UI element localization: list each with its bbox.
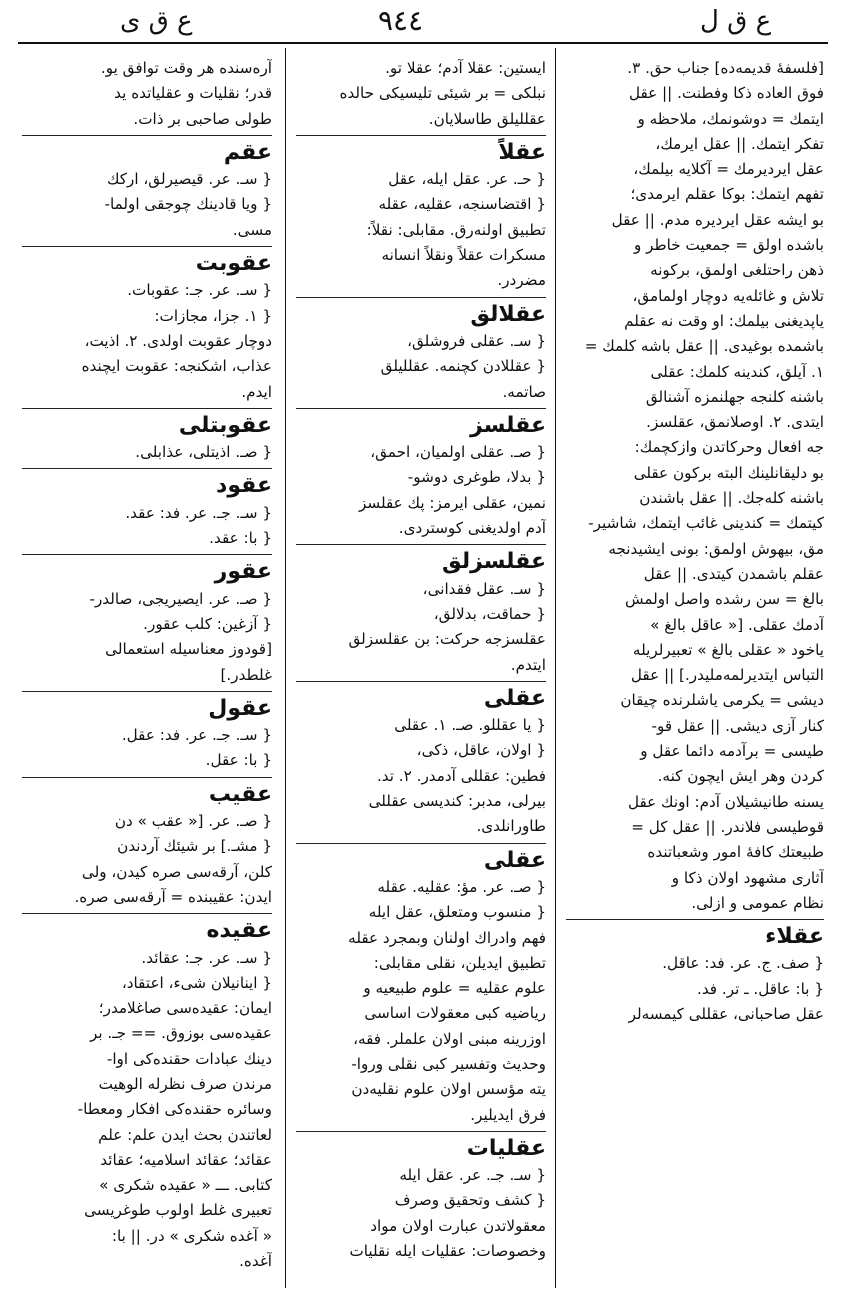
dictionary-entry	[22, 918, 272, 1277]
entry-line: مضردر.	[497, 271, 546, 290]
entry-line: نمین، عقلی ایرمز: پك عقلسز	[359, 493, 546, 512]
header-left-letters: ع ق ى	[120, 6, 193, 36]
entry-line: طولی صاحبی بر ذات.	[133, 109, 272, 128]
entry-line: وحدیث وتفسیر کبی نقلی وروا-	[351, 1054, 546, 1073]
entry-line: باشنه کلنجه جهلنمزه آشنالق	[645, 387, 824, 406]
entry-line: ایتدم.	[510, 655, 546, 674]
entry-line: ایستین: عقلا آدم؛ عقلا تو.	[385, 59, 546, 77]
entry-line: ریاضیه کبی معقولات اساسی	[364, 1004, 546, 1023]
entry-line: آثاری مشهود اولان ذکا و	[671, 868, 824, 887]
entry-line: معقولاتدن عبارت اولان مواد	[370, 1216, 546, 1235]
column-divider-right	[555, 48, 556, 1288]
dictionary-entry	[22, 140, 272, 247]
dictionary-entry	[296, 549, 546, 681]
dictionary-entry	[22, 413, 272, 470]
entry-line: عقللیلق طاسلایان.	[428, 109, 546, 128]
entry-line: یاپدیغنی بیلمك: او وقت نه عقلم	[624, 311, 824, 330]
entry-headword: عقلی	[483, 847, 546, 873]
entry-line: فوق العاده ذکا وفطنت. || عقل	[628, 84, 824, 103]
entry-line: { صـ. عقلی اولمیان، احمق،	[370, 443, 546, 462]
entry-line: فهم وادراك اولنان وبمجرد عقله	[348, 928, 546, 947]
dictionary-entry	[296, 413, 546, 545]
entry-line: باشمده بوغیدی. || عقل باشه کلمك =	[584, 337, 824, 356]
entry-headword: عقم	[223, 139, 272, 165]
entry-line: تفکر ایتمك. || عقل ایرمك،	[655, 134, 824, 153]
entry-line: طاورانلدی.	[476, 817, 546, 836]
entry-line: مق، بیهوش اولمق: بونی ایشیدنجه	[608, 539, 824, 558]
entry-line: { صـ. عر. ایصیریجی، صالدر-	[89, 589, 272, 608]
entry-line: فطین: عقللی آدمدر. ۲. تد.	[376, 766, 546, 785]
entry-line: وسائره حقنده‌کی افکار ومعطا-	[77, 1100, 272, 1119]
entry-line: { صـ. عر. مؤ: عقلیه. عقله	[377, 877, 546, 896]
entry-line: عقیده‌سی بوزوق. == جـ. بر	[89, 1024, 272, 1043]
entry-line: عقلم باشمدن کیتدی. || عقل	[643, 564, 824, 583]
dictionary-entry	[566, 56, 824, 920]
entry-line: آغده.	[239, 1252, 272, 1271]
entry-line: تلاش و غائله‌یه دوچار اولمامق،	[632, 286, 824, 305]
dictionary-entry	[22, 696, 272, 778]
entry-line: عقلسزجه حرکت: بن عقلسزلق	[348, 630, 546, 649]
dictionary-entry	[22, 782, 272, 914]
entry-line: کتابی. ـــ « عقیده شکری »	[99, 1176, 272, 1195]
entry-line: آدمك عقلی. [« عاقل بالغ »	[650, 615, 824, 634]
entry-line: [قودوز معناسیله استعمالی	[105, 640, 272, 659]
entry-line: کلن، آرقه‌سی صره کیدن، ولی	[81, 862, 272, 881]
entry-line: دوچار عقوبت اولدی. ۲. اذیت،	[84, 331, 272, 350]
entry-line: بو دلیقانلینك البته برکون عقلی	[633, 463, 824, 482]
entry-line: قدر؛ نقلیات و عقلیاتده ید	[114, 84, 272, 103]
entry-line: { سـ. عر. جـ: عقائد.	[141, 948, 272, 967]
entry-line: ذهن راحتلغی اولمق، برکونه	[650, 261, 824, 280]
entry-line: { سـ. عر. قیصیرلق، ارکك	[106, 170, 272, 189]
entry-line: آره‌سنده هر وقت توافق یو.	[100, 59, 272, 77]
entry-line: [فلسفهٔ قدیمه‌ده] جناب حق. ۳.	[627, 59, 824, 77]
entry-line: { عقللادن کچنمه. عقللیلق	[380, 357, 546, 376]
dictionary-entry	[296, 848, 546, 1132]
entry-line: کیتمك = کندینی غائب ایتمك، شاشیر-	[588, 514, 824, 533]
dictionary-entry	[22, 559, 272, 691]
entry-line: { سـ. جـ. عر. فد: عقل.	[121, 726, 272, 745]
entry-headword: عقوبتلی	[178, 412, 272, 438]
entry-headword: عقلاء	[765, 924, 824, 950]
entry-line: { یا عقللو. صـ. ۱. عقلی	[394, 716, 546, 735]
entry-line: غلطدر.]	[220, 665, 272, 684]
entry-line: { بدلا، طوغری دوشو-	[407, 468, 546, 487]
entry-line: مسکرات عقلاً ونقلاً انسانه	[381, 246, 546, 265]
entry-line: { سـ. جـ. عر. عقل ایله	[399, 1166, 546, 1185]
entry-line: طبیعتك کافهٔ امور وشعباتنده	[647, 843, 824, 862]
entry-headword: عقیب	[208, 781, 272, 807]
entry-line: « آغده شکری » در. || با:	[111, 1226, 272, 1245]
entry-line: ایدن: عقیبنده = آرقه‌سی صره.	[74, 887, 272, 906]
entry-line: عقل صاحبانی، عقللی کیمسه‌لر	[628, 1004, 824, 1023]
entry-line: دیشی = یکرمی یاشلرنده چیقان	[620, 691, 824, 710]
entry-line: { ۱. جزا، مجازات:	[154, 306, 272, 325]
entry-line: دینك عبادات حقنده‌کی اوا-	[106, 1049, 272, 1068]
entry-headword: عقیده	[206, 918, 272, 944]
entry-line: { صـ. عر. [« عقب » دن	[114, 812, 272, 831]
entry-headword: عقود	[216, 473, 272, 499]
entry-line: { اولان، عاقل، ذکی،	[416, 741, 546, 760]
page-header	[0, 0, 848, 44]
entry-line: لعاتندن بحث ایدن علم: علم	[98, 1125, 272, 1144]
entry-line: باشنه کله‌جك. || عقل باشندن	[639, 489, 824, 508]
entry-line: { اقتضاسنجه، عقلیه، عقله	[378, 195, 546, 214]
entry-line: { صف. ج. عر. فد: عاقل.	[662, 954, 824, 973]
entry-line: یته مؤسس اولان علوم نقلیه‌دن	[351, 1080, 546, 1099]
header-right-letters: ع ق ل	[700, 6, 772, 36]
entry-line: { منسوب ومتعلق، عقل ایله	[368, 903, 546, 922]
entry-line: تعبیری غلط اولوب طوغریسی	[84, 1201, 272, 1220]
entry-line: { با: عقل.	[205, 751, 272, 770]
entry-line: { مشـ.] بر شیئك آردندن	[117, 837, 272, 856]
entry-line: باشده اولق = جمعیت خاطر و	[633, 236, 824, 255]
dictionary-entry	[22, 473, 272, 555]
entry-line: بو ایشه عقل ایردیره مدم. || عقل	[611, 210, 824, 229]
entry-headword: عقول	[208, 695, 272, 721]
dictionary-entry	[22, 56, 272, 136]
entry-line: ایتدی. ۲. اوصلانمق، عقلسز.	[646, 413, 824, 432]
entry-line: { حـ. عر. عقل ایله، عقل	[388, 170, 546, 189]
entry-line: ایدم.	[241, 382, 272, 401]
entry-line: { کشف وتحقیق وصرف	[394, 1191, 546, 1210]
entry-headword: عقلاً	[498, 139, 546, 165]
dictionary-entry	[296, 686, 546, 844]
entry-line: { با: عقد.	[209, 529, 272, 548]
entry-line: کنار آزی دیشی. || عقل قو-	[651, 716, 824, 735]
entry-line: طیسی = برآدمه دائما عقل و	[640, 742, 824, 761]
column-left	[22, 56, 272, 1296]
entry-headword: عقلالق	[470, 301, 546, 327]
entry-line: ۱. آیلق، کندینه کلمك: عقلی	[650, 362, 824, 381]
entry-line: { سـ. جـ. عر. فد: عقد.	[125, 503, 272, 522]
entry-line: { سـ. عقل فقدانی،	[422, 579, 546, 598]
entry-line: یاخود « عقلی بالغ » تعبیرلریله	[632, 640, 824, 659]
column-middle	[296, 56, 546, 1296]
dictionary-entry	[296, 1136, 546, 1267]
dictionary-entry	[296, 56, 546, 136]
entry-line: { حماقت، بدلالق،	[433, 604, 546, 623]
entry-line: آدم اولدیغنی کوستردی.	[398, 519, 546, 538]
entry-line: عقل ایردیرمك = آکلایه بیلمك،	[633, 160, 824, 179]
entry-line: نبلکی = بر شیئی تلیسیکی حالده	[339, 84, 546, 103]
page-number: ٩٤٤	[378, 4, 424, 37]
entry-line: تفهم ایتمك: بوکا عقلم ایرمدی؛	[630, 185, 824, 204]
column-divider-left	[285, 48, 286, 1288]
entry-line: فرق ایدیلیر.	[470, 1105, 546, 1124]
entry-line: قوطیسی فلاندر. || عقل کل =	[631, 817, 824, 836]
entry-line: { سـ. عر. جـ: عقوبات.	[127, 281, 272, 300]
entry-line: عقائد؛ عقائد اسلامیه؛ عقائد	[100, 1150, 272, 1169]
entry-line: { با: عاقل. ـ تر. فد.	[697, 979, 824, 998]
entry-line: تطبیق اولنه‌رق. مقابلی: نقلاً:	[366, 220, 546, 239]
entry-line: التباس ایتدیرلمه‌ملیدر.] || عقل	[630, 666, 824, 685]
entry-line: تطبیق ایدیلن، نقلی مقابلی:	[373, 953, 546, 972]
dictionary-entry	[296, 302, 546, 409]
entry-line: بالغ = سن رشده واصل اولمش	[625, 590, 824, 609]
entry-line: ایتمك = دوشونمك، ملاحظه و	[637, 109, 824, 128]
entry-line: صاتمه.	[502, 382, 546, 401]
entry-headword: عقلی	[483, 685, 546, 711]
entry-line: اوزرینه مبنی اولان علملر. فقه،	[353, 1029, 546, 1048]
entry-line: { صـ. اذیتلی، عذابلی.	[135, 443, 272, 462]
entry-line: نظام عمومی و ازلی.	[691, 893, 824, 912]
entry-line: یسنه طانیشیلان آدم: اونك عقل	[627, 792, 824, 811]
entry-line: ایمان: عقیده‌سی صاغلامدر؛	[98, 999, 272, 1018]
column-right	[566, 56, 824, 1296]
entry-line: { اینانیلان شیء، اعتقاد،	[121, 973, 272, 992]
entry-headword: عقوبت	[195, 251, 272, 277]
entry-line: { آزغین: کلب عقور.	[143, 614, 272, 633]
entry-line: کردن وهر ایش ایچون کنه.	[657, 767, 824, 786]
header-rule	[18, 42, 828, 44]
entry-line: مسی.	[232, 220, 272, 239]
entry-headword: عقور	[214, 559, 272, 585]
entry-headword: عقلسزلق	[441, 549, 546, 575]
entry-line: جه افعال وحرکاتدن وازکچمك:	[634, 438, 824, 457]
entry-headword: عقلسز	[470, 412, 546, 438]
entry-line: مرندن صرف نظرله الوهیت	[98, 1074, 272, 1093]
entry-line: { سـ. عقلی فروشلق،	[407, 331, 546, 350]
dictionary-entry	[22, 251, 272, 409]
entry-line: وخصوصات: عقلیات ایله نقلیات	[349, 1242, 546, 1261]
entry-line: علوم عقلیه = علوم طبیعیه و	[363, 979, 546, 998]
entry-line: بیرلی، مدبر: کندیسی عقللی	[368, 792, 546, 811]
dictionary-entry	[296, 140, 546, 298]
entry-line: { ویا قادینك چوجقی اولما-	[104, 195, 272, 214]
dictionary-entry	[566, 924, 824, 1030]
entry-line: عذاب، اشکنجه: عقوبت ایچنده	[81, 357, 272, 376]
entry-headword: عقلیات	[466, 1135, 546, 1161]
